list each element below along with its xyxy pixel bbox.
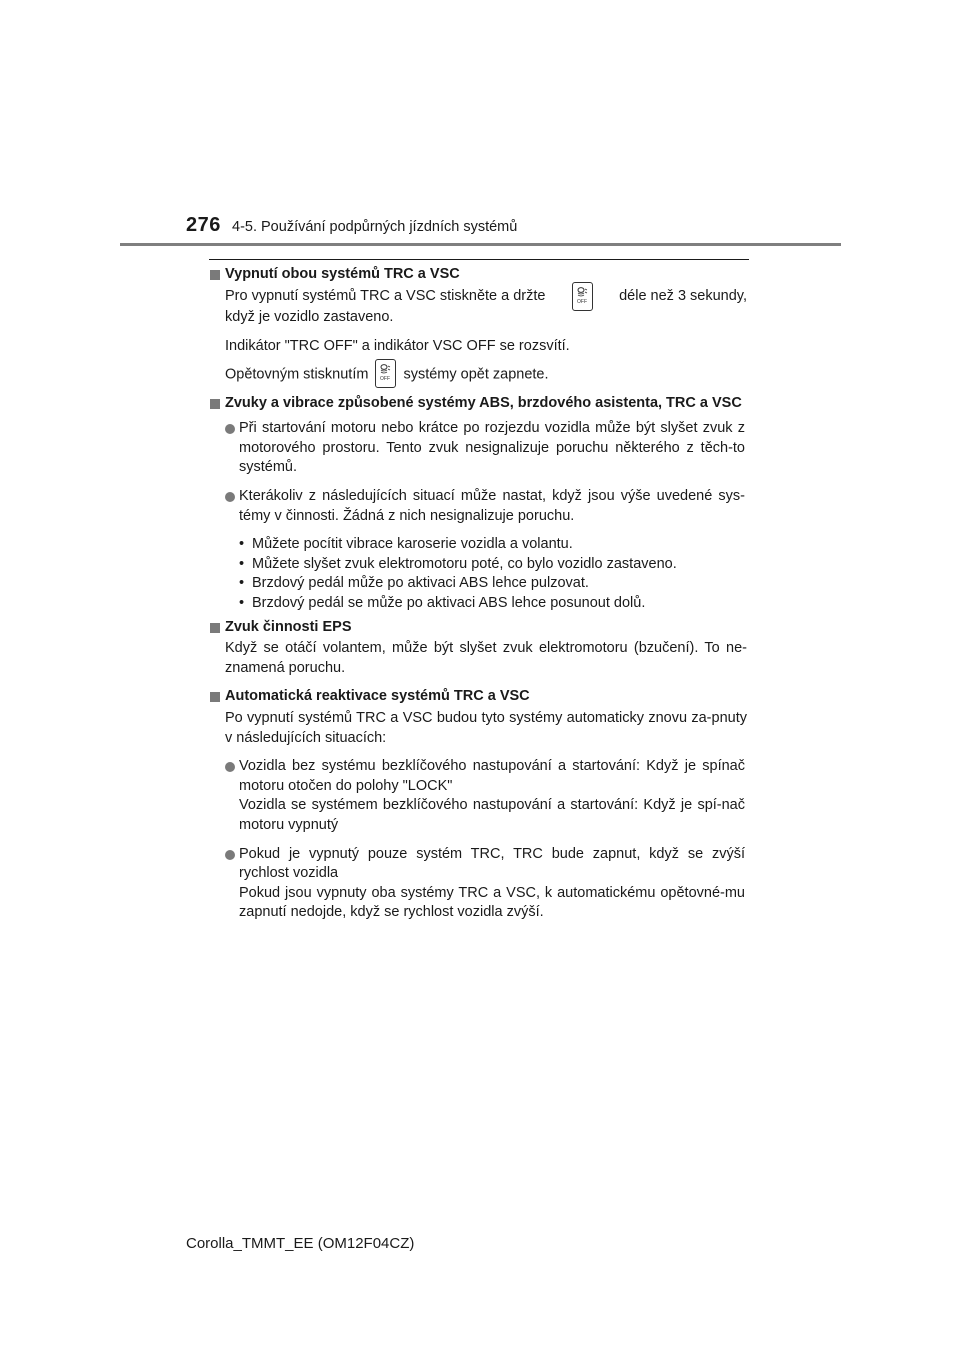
sub-list-item-text: Můžete slyšet zvuk elektromotoru poté, co bylo vozidlo zastaveno. [252, 555, 677, 572]
list-item-text: Kterákoliv z následujících situací může nastat, když jsou výše uvedené sys-témy v činnosti. Žádná z nich nesignalizuje poruchu. [239, 488, 745, 524]
round-bullet-icon [225, 850, 235, 860]
section-title: Zvuky a vibrace způsobené systémy ABS, brzdového asistenta, TRC a VSC [225, 394, 742, 411]
section-rule [209, 259, 749, 260]
vsc-off-button-icon [572, 282, 593, 311]
section-title: Vypnutí obou systémů TRC a VSC [225, 266, 460, 282]
section-heading [209, 265, 747, 285]
list-item-text: Vozidla bez systému bezklíčového nastupování a startování: Když je spínač motoru otočen do polohy "LOCK" [239, 758, 745, 794]
paragraph-text: systémy opět zapnete. [403, 366, 549, 383]
paragraph-text: Pro vypnutí systémů TRC a VSC stiskněte a držte [225, 288, 546, 305]
paragraph: Po vypnutí systémů TRC a VSC budou tyto systémy automaticky znovu za-pnuty v následujících situacích: [225, 710, 747, 746]
round-bullet-icon [225, 492, 235, 502]
footer-manual-code: Corolla_TMMT_EE (OM12F04CZ) [186, 1235, 415, 1252]
paragraph [209, 365, 747, 385]
square-bullet-icon [210, 692, 220, 702]
round-bullet-icon [225, 424, 235, 434]
section-heading [209, 687, 747, 707]
paragraph: Když se otáčí volantem, může být slyšet zvuk elektromotoru (bzučení). To ne-znamená poruchu. [225, 640, 747, 676]
sub-list-item: • Brzdový pedál se může po aktivaci ABS lehce posunout dolů. [239, 595, 646, 612]
paragraph-text: Opětovným stisknutím [225, 366, 369, 383]
list-item [209, 845, 747, 923]
list-item [209, 487, 747, 526]
list-item [209, 757, 747, 835]
section-heading [209, 618, 747, 638]
svg-text:OFF: OFF [380, 375, 391, 382]
section-title: Automatická reaktivace systémů TRC a VSC [225, 688, 530, 705]
list-item [209, 419, 747, 478]
square-bullet-icon [210, 623, 220, 633]
header-rule [120, 243, 841, 246]
square-bullet-icon [210, 399, 220, 409]
sub-list-item-text: Brzdový pedál se může po aktivaci ABS lehce posunout dolů. [252, 595, 646, 612]
section-title: Zvuk činnosti EPS [225, 618, 352, 635]
round-bullet-icon [225, 762, 235, 772]
list-item-text: Pokud je vypnutý pouze systém TRC, TRC bude zapnut, když se zvýší rychlost vozidla [239, 845, 745, 882]
list-item-text: Vozidla se systémem bezklíčového nastupování a startování: Když je spí-nač motoru vypnutý [239, 797, 745, 833]
paragraph-text: déle než 3 sekundy, [619, 288, 747, 305]
sub-list-item-text: Brzdový pedál může po aktivaci ABS lehce pulzovat. [252, 575, 589, 592]
vsc-off-button-icon [375, 359, 396, 388]
section-heading [209, 394, 747, 414]
square-bullet-icon [210, 270, 220, 280]
paragraph [209, 287, 747, 328]
sub-list-item-text: Můžete pocítit vibrace karoserie vozidla a volantu. [252, 536, 573, 553]
sub-list-item: • Můžete pocítit vibrace karoserie vozidla a volantu. [239, 536, 573, 553]
paragraph-text: když je vozidlo zastaveno. [225, 308, 394, 325]
paragraph: Indikátor "TRC OFF" a indikátor VSC OFF se rozsvítí. [225, 338, 570, 355]
page-number: 276 [186, 214, 221, 236]
svg-text:OFF: OFF [576, 298, 587, 305]
list-item-text: Při startování motoru nebo krátce po rozjezdu vozidla může být slyšet zvuk z motorového prostoru. Tento zvuk nesignalizuje poruchu některého z těch-to systémů. [239, 420, 745, 476]
sub-list-item: • Brzdový pedál může po aktivaci ABS lehce pulzovat. [239, 575, 589, 592]
chapter-title: 4-5. Používání podpůrných jízdních systémů [232, 219, 518, 235]
page-content [209, 265, 747, 923]
sub-list-item: • Můžete slyšet zvuk elektromotoru poté, co bylo vozidlo zastaveno. [239, 555, 677, 572]
list-item-text: Pokud jsou vypnuty oba systémy TRC a VSC, k automatickému opětovné-mu zapnutí nedojde, když se rychlost vozidla zvýší. [239, 884, 745, 921]
sub-list [209, 535, 747, 613]
